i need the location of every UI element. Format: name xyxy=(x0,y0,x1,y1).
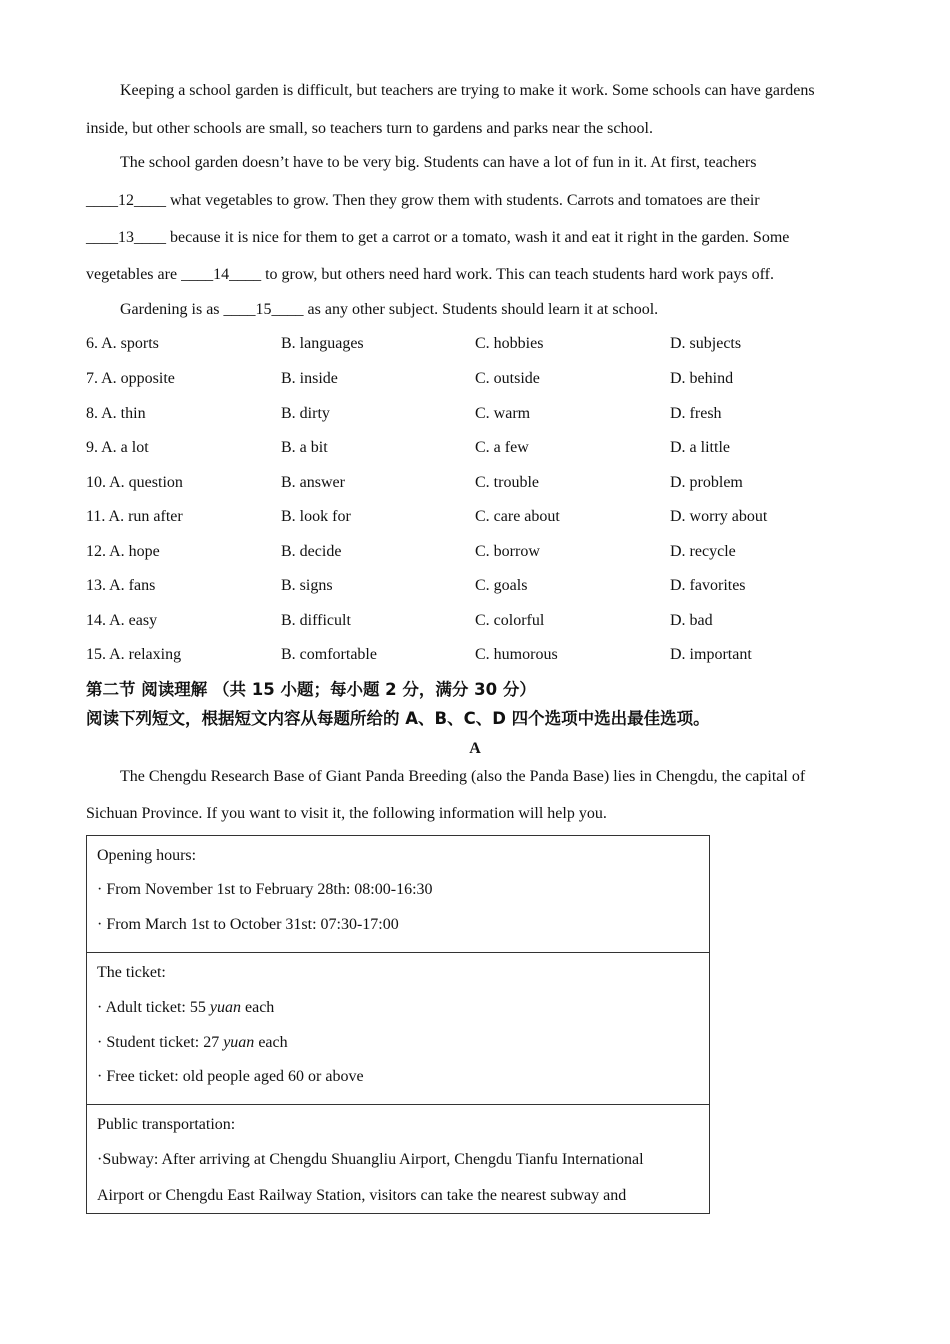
option-a: 12. A. hope xyxy=(86,543,160,560)
option-a: 15. A. relaxing xyxy=(86,646,182,663)
ticket-text: each xyxy=(240,999,275,1016)
option-a: 8. A. thin xyxy=(86,405,146,422)
section-instruction: 阅读下列短文，根据短文内容从每题所给的 A、B、C、D 四个选项中选出最佳选项。 xyxy=(86,709,710,728)
option-b: B. dirty xyxy=(281,405,330,422)
ticket-student xyxy=(97,1033,709,1053)
passage1-line: inside, but other schools are small, so teachers turn to gardens and parks near the school. xyxy=(86,120,653,137)
transport-title: Public transportation: xyxy=(97,1116,236,1133)
option-c: C. hobbies xyxy=(475,335,544,352)
table-row-ticket xyxy=(87,953,710,1105)
option-b: B. comfortable xyxy=(281,646,377,663)
option-b: B. languages xyxy=(281,335,364,352)
option-d: D. important xyxy=(670,646,752,663)
option-a: 13. A. fans xyxy=(86,577,156,594)
option-c: C. colorful xyxy=(475,612,545,629)
option-a: 14. A. easy xyxy=(86,612,158,629)
option-b: B. difficult xyxy=(281,612,351,629)
option-d: D. subjects xyxy=(670,335,742,352)
blank-14: ____14____ xyxy=(181,266,262,283)
option-b: B. answer xyxy=(281,474,345,491)
passageA-line: Sichuan Province. If you want to visit it, the following information will help you. xyxy=(86,805,607,822)
hours-line: · From November 1st to February 28th: 08:00-16:30 xyxy=(97,881,433,898)
table-row-transport xyxy=(87,1105,710,1214)
option-b: B. a bit xyxy=(281,439,328,456)
option-a: 6. A. sports xyxy=(86,335,159,352)
option-d: D. recycle xyxy=(670,543,736,560)
blank-12: ____12____ xyxy=(86,192,166,209)
currency-unit: yuan xyxy=(223,1034,255,1051)
option-c: C. care about xyxy=(475,508,560,525)
option-c: C. borrow xyxy=(475,543,540,560)
ticket-free: · Free ticket: old people aged 60 or above xyxy=(97,1068,364,1085)
option-a: 10. A. question xyxy=(86,474,183,491)
option-c: C. humorous xyxy=(475,646,558,663)
transport-line: Airport or Chengdu East Railway Station, visitors can take the nearest subway and xyxy=(97,1187,627,1204)
passage-text: as any other subject. Students should learn it at school. xyxy=(303,301,659,318)
blank-13: ____13____ xyxy=(86,229,166,246)
transport-cell xyxy=(87,1105,710,1214)
ticket-text: · Student ticket: 27 xyxy=(97,1034,224,1051)
option-c: C. outside xyxy=(475,370,540,387)
section-heading: 第二节 阅读理解 （共 15 小题；每小题 2 分，满分 30 分） xyxy=(86,680,536,699)
option-b: B. signs xyxy=(281,577,333,594)
passageA-line: The Chengdu Research Base of Giant Panda Breeding (also the Panda Base) lies in Chengdu, the capital of xyxy=(120,768,806,785)
option-a: 7. A. opposite xyxy=(86,370,175,387)
passage1-line xyxy=(86,228,789,248)
info-table xyxy=(86,835,710,1214)
passage1-line xyxy=(86,191,760,211)
passage-text: because it is nice for them to get a carrot or a tomato, wash it and eat it right in the garden. Some xyxy=(166,229,790,246)
option-a: 9. A. a lot xyxy=(86,439,149,456)
passage1-line xyxy=(120,300,658,320)
option-d: D. problem xyxy=(670,474,743,491)
option-d: D. bad xyxy=(670,612,713,629)
blank-15: ____15____ xyxy=(223,301,304,318)
hours-title: Opening hours: xyxy=(97,847,197,864)
ticket-text: · Adult ticket: 55 xyxy=(97,999,210,1016)
passage-text: what vegetables to grow. Then they grow them with students. Carrots and tomatoes are their xyxy=(166,192,760,209)
passage1-line xyxy=(86,265,774,285)
passage-text: Gardening is as xyxy=(120,301,224,318)
transport-line: ·Subway: After arriving at Chengdu Shuangliu Airport, Chengdu Tianfu International xyxy=(97,1151,644,1168)
option-a: 11. A. run after xyxy=(86,508,183,525)
currency-unit: yuan xyxy=(209,999,241,1016)
option-c: C. warm xyxy=(475,405,531,422)
option-c: C. goals xyxy=(475,577,528,594)
ticket-text: each xyxy=(254,1034,288,1051)
passage1-line: Keeping a school garden is difficult, but teachers are trying to make it work. Some schools can have gardens xyxy=(120,82,815,99)
ticket-cell xyxy=(87,953,710,1105)
hours-line: · From March 1st to October 31st: 07:30-17:00 xyxy=(97,916,399,933)
option-d: D. fresh xyxy=(670,405,722,422)
option-d: D. worry about xyxy=(670,508,768,525)
option-d: D. a little xyxy=(670,439,730,456)
table-row-hours xyxy=(87,836,710,953)
passage-text: vegetables are xyxy=(86,266,182,283)
passage-letter: A xyxy=(469,740,481,757)
option-b: B. look for xyxy=(281,508,351,525)
option-b: B. inside xyxy=(281,370,338,387)
option-d: D. behind xyxy=(670,370,734,387)
option-b: B. decide xyxy=(281,543,342,560)
ticket-title: The ticket: xyxy=(97,964,166,981)
option-c: C. trouble xyxy=(475,474,539,491)
passage-text: to grow, but others need hard work. This can teach students hard work pays off. xyxy=(261,266,774,283)
option-d: D. favorites xyxy=(670,577,746,594)
option-c: C. a few xyxy=(475,439,529,456)
passage1-line: The school garden doesn’t have to be very big. Students can have a lot of fun in it. At first, teachers xyxy=(120,154,757,171)
ticket-adult xyxy=(97,998,709,1018)
hours-cell xyxy=(87,836,710,953)
